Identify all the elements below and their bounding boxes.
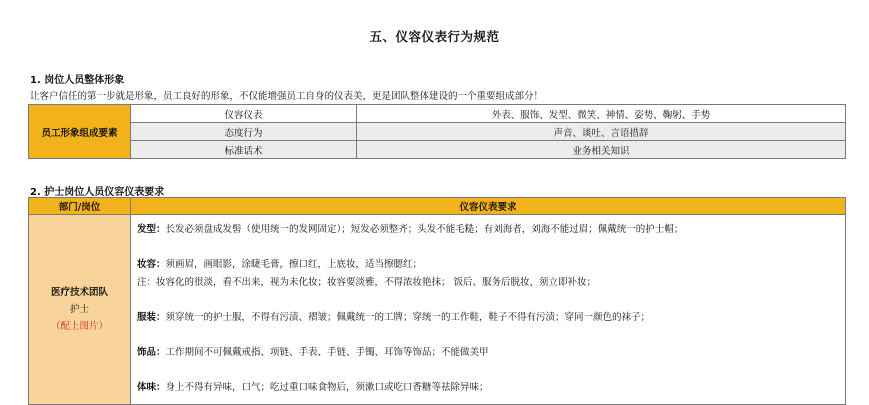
elements-label: 员工形象组成要素 [29, 105, 131, 159]
column-header-dept: 部门/岗位 [29, 198, 131, 215]
table-header-row [29, 198, 846, 215]
table-row [29, 105, 846, 123]
element-detail: 业务相关知识 [357, 141, 846, 159]
column-header-requirements: 仪容仪表要求 [131, 198, 846, 215]
element-item: 标准话术 [131, 141, 357, 159]
makeup-note: 注：妆容化的很淡，看不出来，视为未化妆；妆容要淡雅，不得浓妆艳抹； 饭后、服务后脱妆，须立即补妆； [137, 276, 597, 288]
element-item: 态度行为 [131, 123, 357, 141]
nurse-requirements-table [28, 197, 846, 405]
table-row [29, 123, 846, 141]
table-row [29, 141, 846, 159]
section2-heading: 2. 护士岗位人员仪容仪表要求 [30, 187, 165, 198]
clothing-requirement: 服装：须穿统一的护士服，不得有污渍、褶皱；佩戴统一的工牌；穿统一的工作鞋，鞋子不得有污渍；穿同一颜色的袜子； [137, 311, 651, 323]
element-item: 仪容仪表 [131, 105, 357, 123]
photo-note: （配上图片） [50, 321, 108, 332]
dept-cell [29, 215, 131, 405]
image-elements-table [28, 104, 846, 159]
requirements-cell [131, 215, 846, 405]
hair-requirement: 发型：长发必须盘成发髻（使用统一的发网固定）；短发必须整齐；头发不能毛糙；有刘海者，刘海不能过眉；佩戴统一的护士帽； [137, 224, 684, 235]
section1-intro: 让客户信任的第一步就是形象，员工良好的形象，不仅能增强员工自身的仪表美，更是团队整体建设的一个重要组成部分！ [30, 91, 544, 102]
accessories-requirement: 饰品：工作期间不可佩戴戒指、项链、手表、手链、手镯、耳饰等饰品；不能做美甲 [137, 346, 489, 358]
section1-heading: 1. 岗位人员整体形象 [30, 75, 125, 86]
odor-requirement: 体味：身上不得有异味，口气；吃过重口味食物后，须漱口或吃口香糖等祛除异味； [137, 381, 489, 393]
element-detail: 外表、服饰、发型、微笑、神情、姿势、鞠躬、手势 [357, 105, 846, 123]
dept-role: 护士 [69, 304, 89, 315]
dept-team: 医疗技术团队 [50, 287, 108, 298]
element-detail: 声音、谈吐、言语措辞 [357, 123, 846, 141]
page-title: 五、仪容仪表行为规范 [369, 29, 500, 44]
makeup-requirement: 妆容：须画眉，画眼影，涂睫毛膏，擦口红，上底妆，适当擦腮红； [137, 259, 423, 270]
table-row [29, 215, 846, 405]
